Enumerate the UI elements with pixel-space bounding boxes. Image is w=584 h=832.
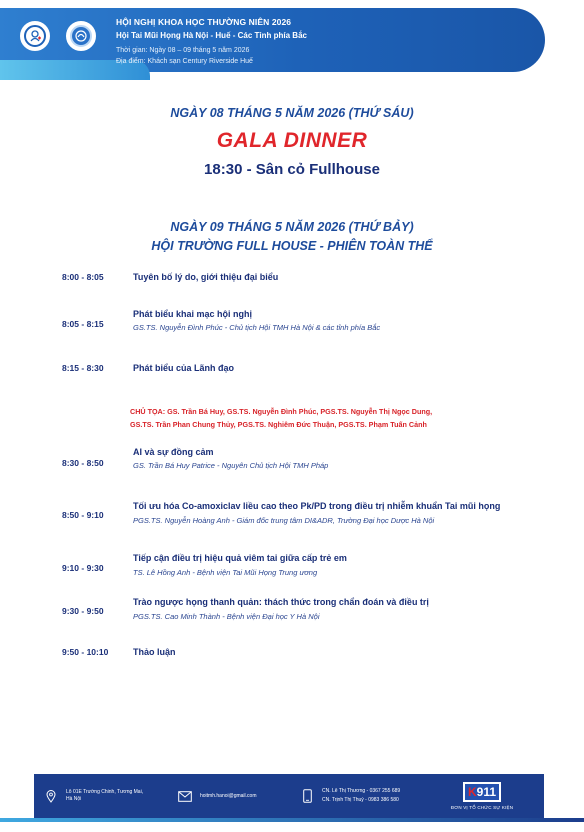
- gala-dinner-time: 18:30 - Sân cỏ Fullhouse: [204, 161, 380, 178]
- footer-brand: [420, 774, 544, 818]
- session-chairs-line2: GS.TS. Trần Phan Chung Thủy, PGS.TS. Nghiêm Đức Thuận, PGS.TS. Phạm Tuấn Cảnh: [130, 420, 427, 429]
- phone-line[interactable]: CN. Trịnh Thị Thuý - 0983 386 580: [322, 797, 399, 803]
- footer-phone: [300, 774, 410, 818]
- session-chairs-line1: CHỦ TỌA: GS. Trần Bá Huy, GS.TS. Nguyễn Đình Phúc, PGS.TS. Nguyễn Thị Ngọc Dung,: [130, 407, 433, 416]
- conference-time: Thời gian: Ngày 08 – 09 tháng 5 năm 2026: [116, 47, 250, 54]
- email-text[interactable]: hoitmh.hanoi@gmail.com: [200, 793, 257, 799]
- medical-society-logo: [20, 21, 50, 51]
- gala-dinner-title: GALA DINNER: [216, 129, 368, 152]
- session-hall: HỘI TRƯỜNG FULL HOUSE - PHIÊN TOÀN THỂ: [151, 239, 433, 253]
- schedule-title: AI và sự đồng cảm: [133, 447, 214, 457]
- schedule-time: 8:15 - 8:30: [62, 363, 104, 373]
- schedule-time: 8:50 - 9:10: [62, 510, 104, 520]
- schedule-speaker: GS. Trần Bá Huy Patrice - Nguyên Chủ tịch Hội TMH Pháp: [133, 461, 329, 470]
- day2-date: NGÀY 09 THÁNG 5 NĂM 2026 (THỨ BẢY): [170, 220, 414, 234]
- conference-organizer: Hội Tai Mũi Họng Hà Nội - Huế - Các Tỉnh phía Bắc: [116, 31, 307, 40]
- footer-address: [44, 774, 164, 818]
- schedule-time: 9:30 - 9:50: [62, 606, 104, 616]
- schedule-time: 8:05 - 8:15: [62, 319, 104, 329]
- conference-title: HỘI NGHỊ KHOA HỌC THƯỜNG NIÊN 2026: [116, 17, 292, 27]
- footer: [0, 770, 584, 832]
- schedule-speaker: PGS.TS. Nguyễn Hoàng Anh - Giám đốc trung tâm DI&ADR, Trường Đại học Dược Hà Nội: [133, 516, 435, 525]
- schedule-title: Phát biểu của Lãnh đạo: [133, 363, 235, 373]
- day1-date: NGÀY 08 THÁNG 5 NĂM 2026 (THỨ SÁU): [170, 106, 414, 120]
- phone-icon: [300, 789, 314, 803]
- schedule-title: Trào ngược họng thanh quản: thách thức trong chẩn đoán và điều trị: [133, 597, 429, 607]
- schedule-title: Phát biểu khai mạc hội nghị: [133, 309, 253, 319]
- schedule-time: 9:50 - 10:10: [62, 647, 109, 657]
- conference-place: Địa điểm: Khách sạn Century Riverside Huế: [116, 58, 253, 65]
- location-pin-icon: [44, 789, 58, 803]
- schedule-time: 8:00 - 8:05: [62, 272, 104, 282]
- email-envelope-icon: [178, 789, 192, 803]
- brand-caption: ĐƠN VỊ TỔ CHỨC SỰ KIỆN: [450, 805, 514, 810]
- header-banner: [0, 0, 584, 80]
- phone-line[interactable]: CN. Lê Thị Thương - 0367 255 689: [322, 788, 401, 794]
- schedule-title: Tuyên bố lý do, giới thiệu đại biểu: [133, 272, 279, 282]
- k911-logo: K 911: [463, 782, 501, 802]
- schedule-title: Thảo luận: [133, 647, 176, 657]
- schedule-title: Tiếp cận điều trị hiệu quả viêm tai giữa cấp trẻ em: [133, 553, 347, 563]
- ent-association-logo: [66, 21, 96, 51]
- schedule-speaker: GS.TS. Nguyễn Đình Phúc - Chủ tịch Hội TMH Hà Nội & các tỉnh phía Bắc: [133, 323, 381, 332]
- schedule-speaker: TS. Lê Hồng Anh - Bệnh viện Tai Mũi Họng Trung ương: [133, 568, 318, 577]
- schedule-time: 8:30 - 8:50: [62, 458, 104, 468]
- schedule-time: 9:10 - 9:30: [62, 563, 104, 573]
- address-line: Hà Nội: [66, 796, 82, 802]
- footer-email: [178, 774, 288, 818]
- address-line: Lô 01E Trường Chinh, Tương Mai,: [66, 789, 144, 795]
- schedule-title: Tối ưu hóa Co-amoxiclav liều cao theo Pk/PD trong điều trị nhiễm khuẩn Tai mũi họng: [133, 501, 501, 511]
- schedule-speaker: PGS.TS. Cao Minh Thành - Bệnh viện Đại học Y Hà Nội: [133, 612, 320, 621]
